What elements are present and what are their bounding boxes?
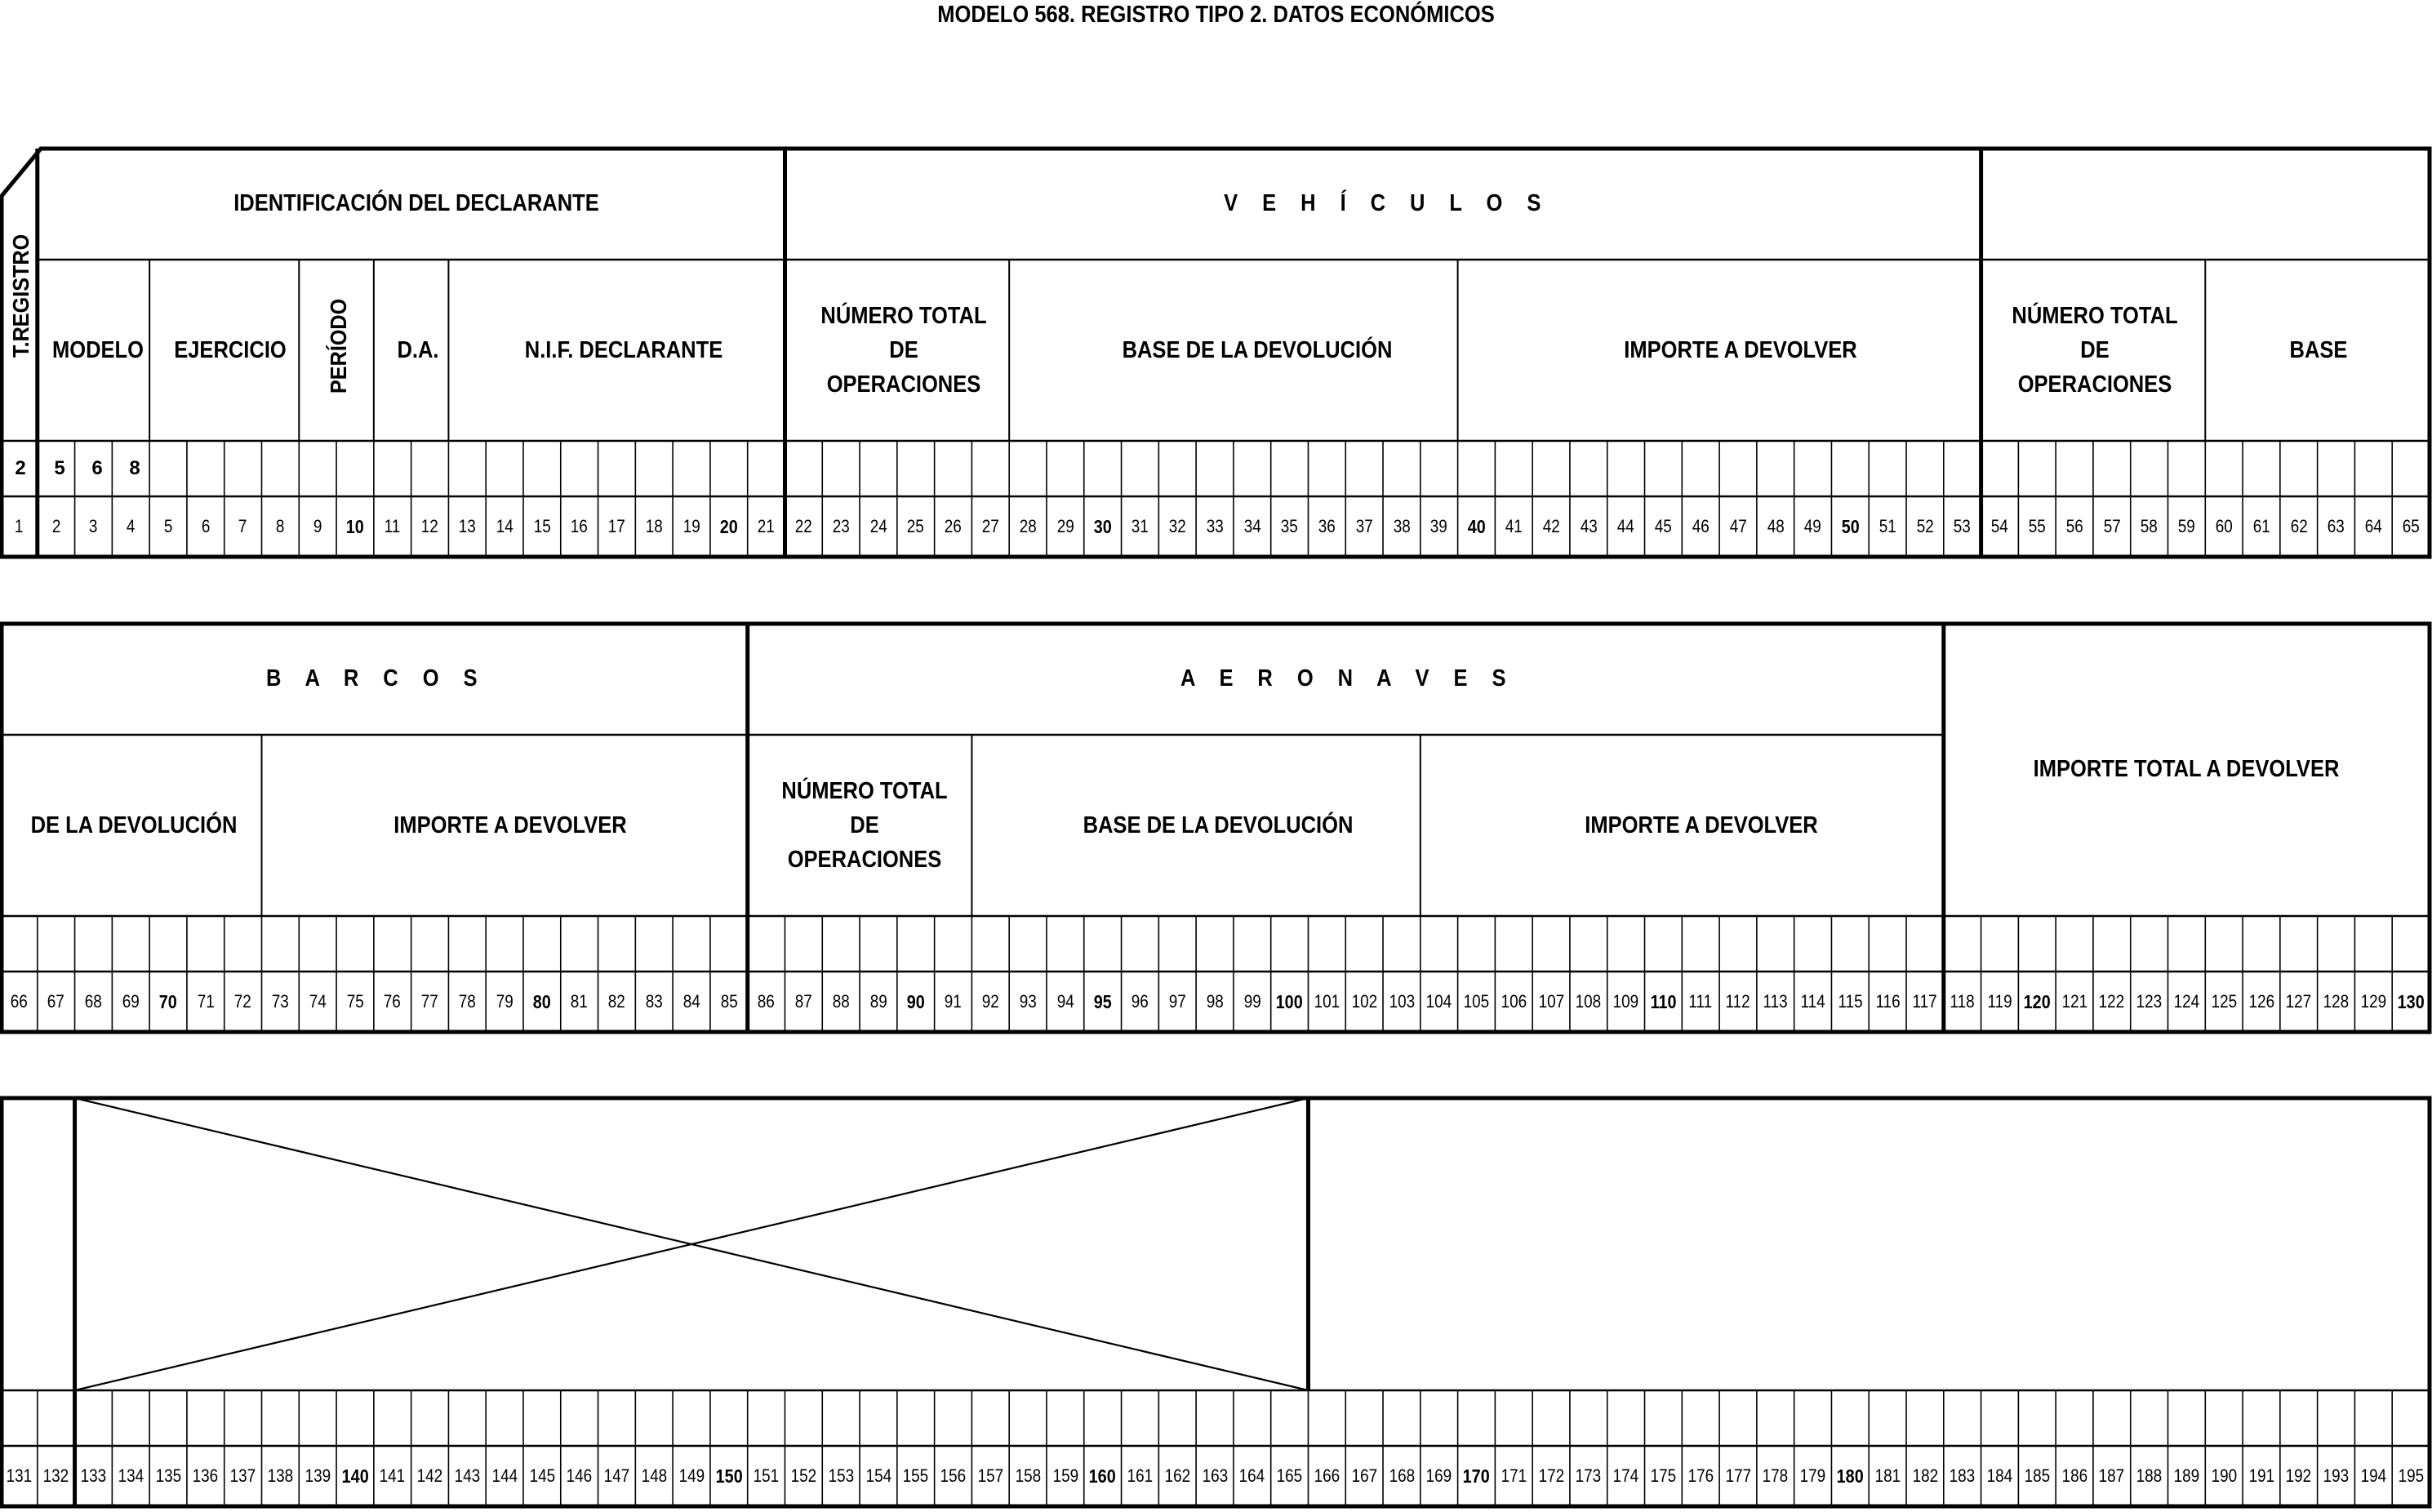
position-number: 170 (1462, 1465, 1490, 1487)
position-number: 158 (1015, 1465, 1041, 1486)
position-number: 189 (2173, 1465, 2200, 1486)
position-number: 114 (1800, 991, 1825, 1012)
position-number: 181 (1874, 1465, 1901, 1486)
position-number: 143 (454, 1465, 481, 1486)
position-number: 172 (1538, 1465, 1564, 1486)
position-number: 127 (2285, 991, 2312, 1012)
position-number: 14 (496, 516, 514, 536)
position-number: 83 (645, 991, 663, 1012)
position-number: 71 (197, 991, 215, 1012)
position-number: 119 (1987, 991, 2012, 1012)
position-number: 73 (271, 991, 289, 1012)
position-number: 125 (2211, 991, 2237, 1012)
position-number: 97 (1168, 991, 1186, 1012)
position-number: 99 (1243, 991, 1261, 1012)
position-number: 136 (193, 1465, 219, 1486)
position-number: 2 (51, 516, 60, 536)
position-number: 21 (758, 516, 776, 536)
field-numero-total-operaciones-vehiculos: NÚMERO TOTAL DE OPERACIONES (820, 303, 987, 398)
field-importe-total-devolver: IMPORTE TOTAL A DEVOLVER (2033, 756, 2340, 782)
position-number: 167 (1351, 1465, 1377, 1486)
position-number: 128 (2323, 991, 2350, 1012)
group-barcos: B A R C O S (266, 665, 487, 692)
position-number: 110 (1650, 990, 1677, 1012)
position-number: 179 (1799, 1465, 1826, 1486)
position-number: 91 (944, 991, 963, 1012)
position-number: 178 (1762, 1465, 1789, 1486)
position-number: 108 (1576, 991, 1602, 1012)
position-number: 121 (2061, 991, 2087, 1012)
position-number: 116 (1875, 991, 1901, 1012)
position-number: 58 (2141, 516, 2159, 536)
position-number: 63 (2327, 516, 2345, 536)
position-number: 93 (1019, 991, 1037, 1012)
position-number: 159 (1052, 1465, 1078, 1486)
position-number: 72 (234, 991, 252, 1012)
position-number: 150 (715, 1465, 743, 1487)
position-number: 137 (229, 1465, 256, 1486)
position-number: 101 (1314, 991, 1340, 1012)
position-number: 120 (2023, 990, 2051, 1012)
position-number: 80 (532, 990, 551, 1012)
position-number: 168 (1389, 1465, 1415, 1486)
position-number: 139 (305, 1465, 331, 1486)
field-importe-devolver-barcos: IMPORTE A DEVOLVER (393, 812, 627, 838)
position-number: 174 (1612, 1465, 1639, 1486)
position-number: 31 (1131, 516, 1149, 536)
position-number: 64 (2364, 516, 2382, 536)
position-number: 90 (906, 990, 925, 1012)
position-number: 45 (1654, 516, 1672, 536)
position-number: 131 (6, 1465, 32, 1486)
position-number: 22 (794, 516, 812, 536)
position-number: 133 (80, 1465, 107, 1486)
position-number: 154 (865, 1465, 891, 1486)
position-number: 60 (2215, 516, 2233, 536)
position-number: 184 (1986, 1465, 2013, 1486)
position-number: 145 (529, 1465, 555, 1486)
position-number: 55 (2028, 516, 2046, 536)
position-number: 77 (420, 991, 439, 1012)
position-number: 96 (1131, 991, 1149, 1012)
position-number: 180 (1836, 1465, 1864, 1487)
position-number: 30 (1093, 515, 1112, 537)
position-number: 75 (346, 991, 364, 1012)
field-base-devolucion-aeronaves: BASE DE LA DEVOLUCIÓN (1083, 812, 1354, 838)
position-number: 112 (1725, 991, 1751, 1012)
position-number: 124 (2173, 991, 2200, 1012)
position-number: 142 (416, 1465, 443, 1486)
position-number: 138 (267, 1465, 294, 1486)
position-number: 23 (832, 516, 850, 536)
position-number: 171 (1501, 1465, 1527, 1486)
position-number: 84 (682, 991, 700, 1012)
position-number: 44 (1617, 516, 1635, 536)
field-de-la-devolucion-barcos: DE LA DEVOLUCIÓN (30, 812, 238, 838)
position-number: 160 (1089, 1465, 1117, 1487)
position-number: 16 (571, 516, 589, 536)
field-da: D.A. (397, 337, 439, 363)
position-number: 182 (1912, 1465, 1938, 1486)
position-number: 163 (1202, 1465, 1228, 1486)
position-number: 89 (869, 991, 887, 1012)
field-nif-declarante: N.I.F. DECLARANTE (524, 337, 723, 363)
position-number: 104 (1425, 991, 1452, 1012)
group-vehiculos: V E H Í C U L O S (1224, 190, 1550, 216)
position-number: 28 (1019, 516, 1037, 536)
field-base-devolucion-vehiculos: BASE DE LA DEVOLUCIÓN (1122, 337, 1393, 363)
position-number: 109 (1612, 991, 1639, 1012)
position-number: 149 (678, 1465, 705, 1486)
position-number: 37 (1355, 516, 1373, 536)
position-number: 148 (641, 1465, 668, 1486)
prefilled-cell-modelo-1: 5 (54, 457, 65, 479)
position-number: 185 (2024, 1465, 2051, 1486)
position-number: 62 (2290, 516, 2308, 536)
position-number: 18 (645, 516, 663, 536)
position-number: 195 (2398, 1465, 2424, 1486)
position-number: 54 (1990, 516, 2008, 536)
position-number: 26 (944, 516, 963, 536)
group-aeronaves: A E R O N A V E S (1180, 665, 1516, 692)
position-number: 169 (1425, 1465, 1452, 1486)
field-numero-total-operaciones-barcos: NÚMERO TOTAL DE OPERACIONES (2012, 303, 2178, 398)
position-number: 74 (309, 991, 327, 1012)
position-number: 39 (1430, 516, 1448, 536)
prefilled-cell-t-registro: 2 (15, 457, 26, 479)
record-band-positions-1-65 (0, 147, 2432, 559)
position-number: 33 (1206, 516, 1224, 536)
position-number: 53 (1954, 516, 1972, 536)
position-number: 117 (1912, 991, 1937, 1012)
page-title: MODELO 568. REGISTRO TIPO 2. DATOS ECONÓMICOS (937, 2, 1495, 28)
field-modelo: MODELO (51, 337, 144, 363)
position-number: 69 (122, 991, 140, 1012)
position-number: 123 (2136, 991, 2163, 1012)
position-number: 79 (496, 991, 514, 1012)
position-number: 102 (1351, 991, 1377, 1012)
position-number: 51 (1878, 516, 1896, 536)
position-number: 48 (1767, 516, 1785, 536)
position-number: 190 (2211, 1465, 2237, 1486)
position-number: 86 (758, 991, 776, 1012)
position-number: 135 (155, 1465, 181, 1486)
record-band-positions-66-130 (0, 622, 2432, 1034)
position-number: 25 (907, 516, 925, 536)
record-band-positions-131-195 (0, 1096, 2432, 1509)
position-number: 161 (1127, 1465, 1154, 1486)
position-number: 106 (1501, 991, 1527, 1012)
position-number: 52 (1916, 516, 1934, 536)
position-number: 187 (2099, 1465, 2125, 1486)
position-number: 157 (977, 1465, 1004, 1486)
position-number: 36 (1318, 516, 1336, 536)
position-number: 166 (1314, 1465, 1340, 1486)
position-number: 34 (1243, 516, 1261, 536)
position-number: 35 (1281, 516, 1299, 536)
position-number: 134 (118, 1465, 144, 1486)
position-number: 27 (981, 516, 999, 536)
position-number: 65 (2402, 516, 2420, 536)
position-number: 87 (794, 991, 812, 1012)
position-number: 140 (341, 1465, 369, 1487)
position-number: 152 (790, 1465, 817, 1486)
position-number: 113 (1763, 991, 1788, 1012)
position-number: 147 (603, 1465, 630, 1486)
position-number: 165 (1276, 1465, 1303, 1486)
position-number: 191 (2248, 1465, 2274, 1486)
position-number: 82 (607, 991, 625, 1012)
position-number: 141 (379, 1465, 406, 1486)
position-number: 177 (1725, 1465, 1751, 1486)
position-number: 164 (1238, 1465, 1265, 1486)
position-number: 19 (682, 516, 700, 536)
position-number: 32 (1168, 516, 1186, 536)
position-number: 85 (720, 991, 738, 1012)
position-number: 194 (2360, 1465, 2387, 1486)
position-number: 47 (1729, 516, 1747, 536)
position-number: 155 (902, 1465, 929, 1486)
position-number: 1 (14, 516, 24, 536)
position-number: 162 (1164, 1465, 1190, 1486)
position-number: 130 (2397, 990, 2425, 1012)
position-number: 12 (420, 516, 439, 536)
position-number: 11 (384, 516, 401, 536)
position-number: 40 (1467, 515, 1486, 537)
position-number: 42 (1542, 516, 1560, 536)
field-importe-devolver-aeronaves: IMPORTE A DEVOLVER (1585, 812, 1818, 838)
position-number: 3 (89, 516, 98, 536)
position-number: 70 (159, 990, 178, 1012)
position-number: 188 (2136, 1465, 2163, 1486)
position-number: 173 (1576, 1465, 1602, 1486)
position-number: 132 (42, 1465, 69, 1486)
t-registro-label: T.REGISTRO (8, 233, 33, 358)
position-number: 5 (163, 516, 173, 536)
position-number: 98 (1206, 991, 1224, 1012)
position-number: 20 (719, 515, 738, 537)
position-number: 151 (753, 1465, 780, 1486)
position-number: 144 (491, 1465, 518, 1486)
position-number: 66 (10, 991, 28, 1012)
position-number: 100 (1276, 990, 1304, 1012)
position-number: 88 (832, 991, 850, 1012)
position-number: 46 (1692, 516, 1710, 536)
position-number: 122 (2099, 991, 2125, 1012)
position-number: 4 (126, 516, 136, 536)
position-number: 29 (1056, 516, 1074, 536)
position-number: 94 (1056, 991, 1074, 1012)
prefilled-cell-modelo-2: 6 (91, 457, 103, 479)
position-number: 118 (1950, 991, 1975, 1012)
position-number: 49 (1804, 516, 1822, 536)
position-number: 68 (84, 991, 102, 1012)
position-number: 8 (276, 516, 285, 536)
position-number: 78 (458, 991, 476, 1012)
position-number: 67 (47, 991, 65, 1012)
position-number: 15 (533, 516, 551, 536)
position-number: 61 (2252, 516, 2270, 536)
position-number: 129 (2360, 991, 2387, 1012)
position-number: 81 (571, 991, 589, 1012)
position-number: 41 (1505, 516, 1523, 536)
position-number: 126 (2248, 991, 2274, 1012)
position-number: 57 (2103, 516, 2121, 536)
position-number: 186 (2061, 1465, 2087, 1486)
prefilled-cell-modelo-3: 8 (129, 457, 140, 479)
position-number: 192 (2285, 1465, 2312, 1486)
position-number: 7 (238, 516, 247, 536)
position-number: 10 (345, 515, 364, 537)
group-identificacion-declarante: IDENTIFICACIÓN DEL DECLARANTE (233, 190, 599, 216)
position-number: 153 (828, 1465, 854, 1486)
field-periodo: PERÍODO (326, 298, 351, 394)
position-number: 105 (1463, 991, 1490, 1012)
field-base-barcos: BASE (2289, 337, 2348, 363)
field-ejercicio: EJERCICIO (174, 337, 287, 363)
position-number: 103 (1389, 991, 1415, 1012)
position-number: 115 (1838, 991, 1863, 1012)
position-number: 107 (1538, 991, 1564, 1012)
position-number: 183 (1949, 1465, 1976, 1486)
position-number: 111 (1688, 991, 1713, 1012)
position-number: 13 (458, 516, 476, 536)
field-importe-devolver-vehiculos: IMPORTE A DEVOLVER (1624, 337, 1857, 363)
position-number: 146 (566, 1465, 593, 1486)
field-numero-total-operaciones-aeronaves: NÚMERO TOTAL DE OPERACIONES (781, 778, 948, 873)
position-number: 76 (384, 991, 402, 1012)
position-number: 59 (2177, 516, 2195, 536)
position-number: 193 (2323, 1465, 2350, 1486)
position-number: 176 (1687, 1465, 1714, 1486)
position-number: 24 (869, 516, 887, 536)
position-number: 95 (1093, 990, 1112, 1012)
position-number: 156 (940, 1465, 967, 1486)
position-number: 38 (1393, 516, 1411, 536)
position-number: 56 (2065, 516, 2083, 536)
position-number: 6 (201, 516, 211, 536)
position-number: 17 (607, 516, 625, 536)
position-number: 9 (313, 516, 322, 536)
position-number: 43 (1580, 516, 1598, 536)
position-number: 50 (1841, 515, 1860, 537)
position-number: 175 (1650, 1465, 1677, 1486)
position-number: 92 (981, 991, 999, 1012)
